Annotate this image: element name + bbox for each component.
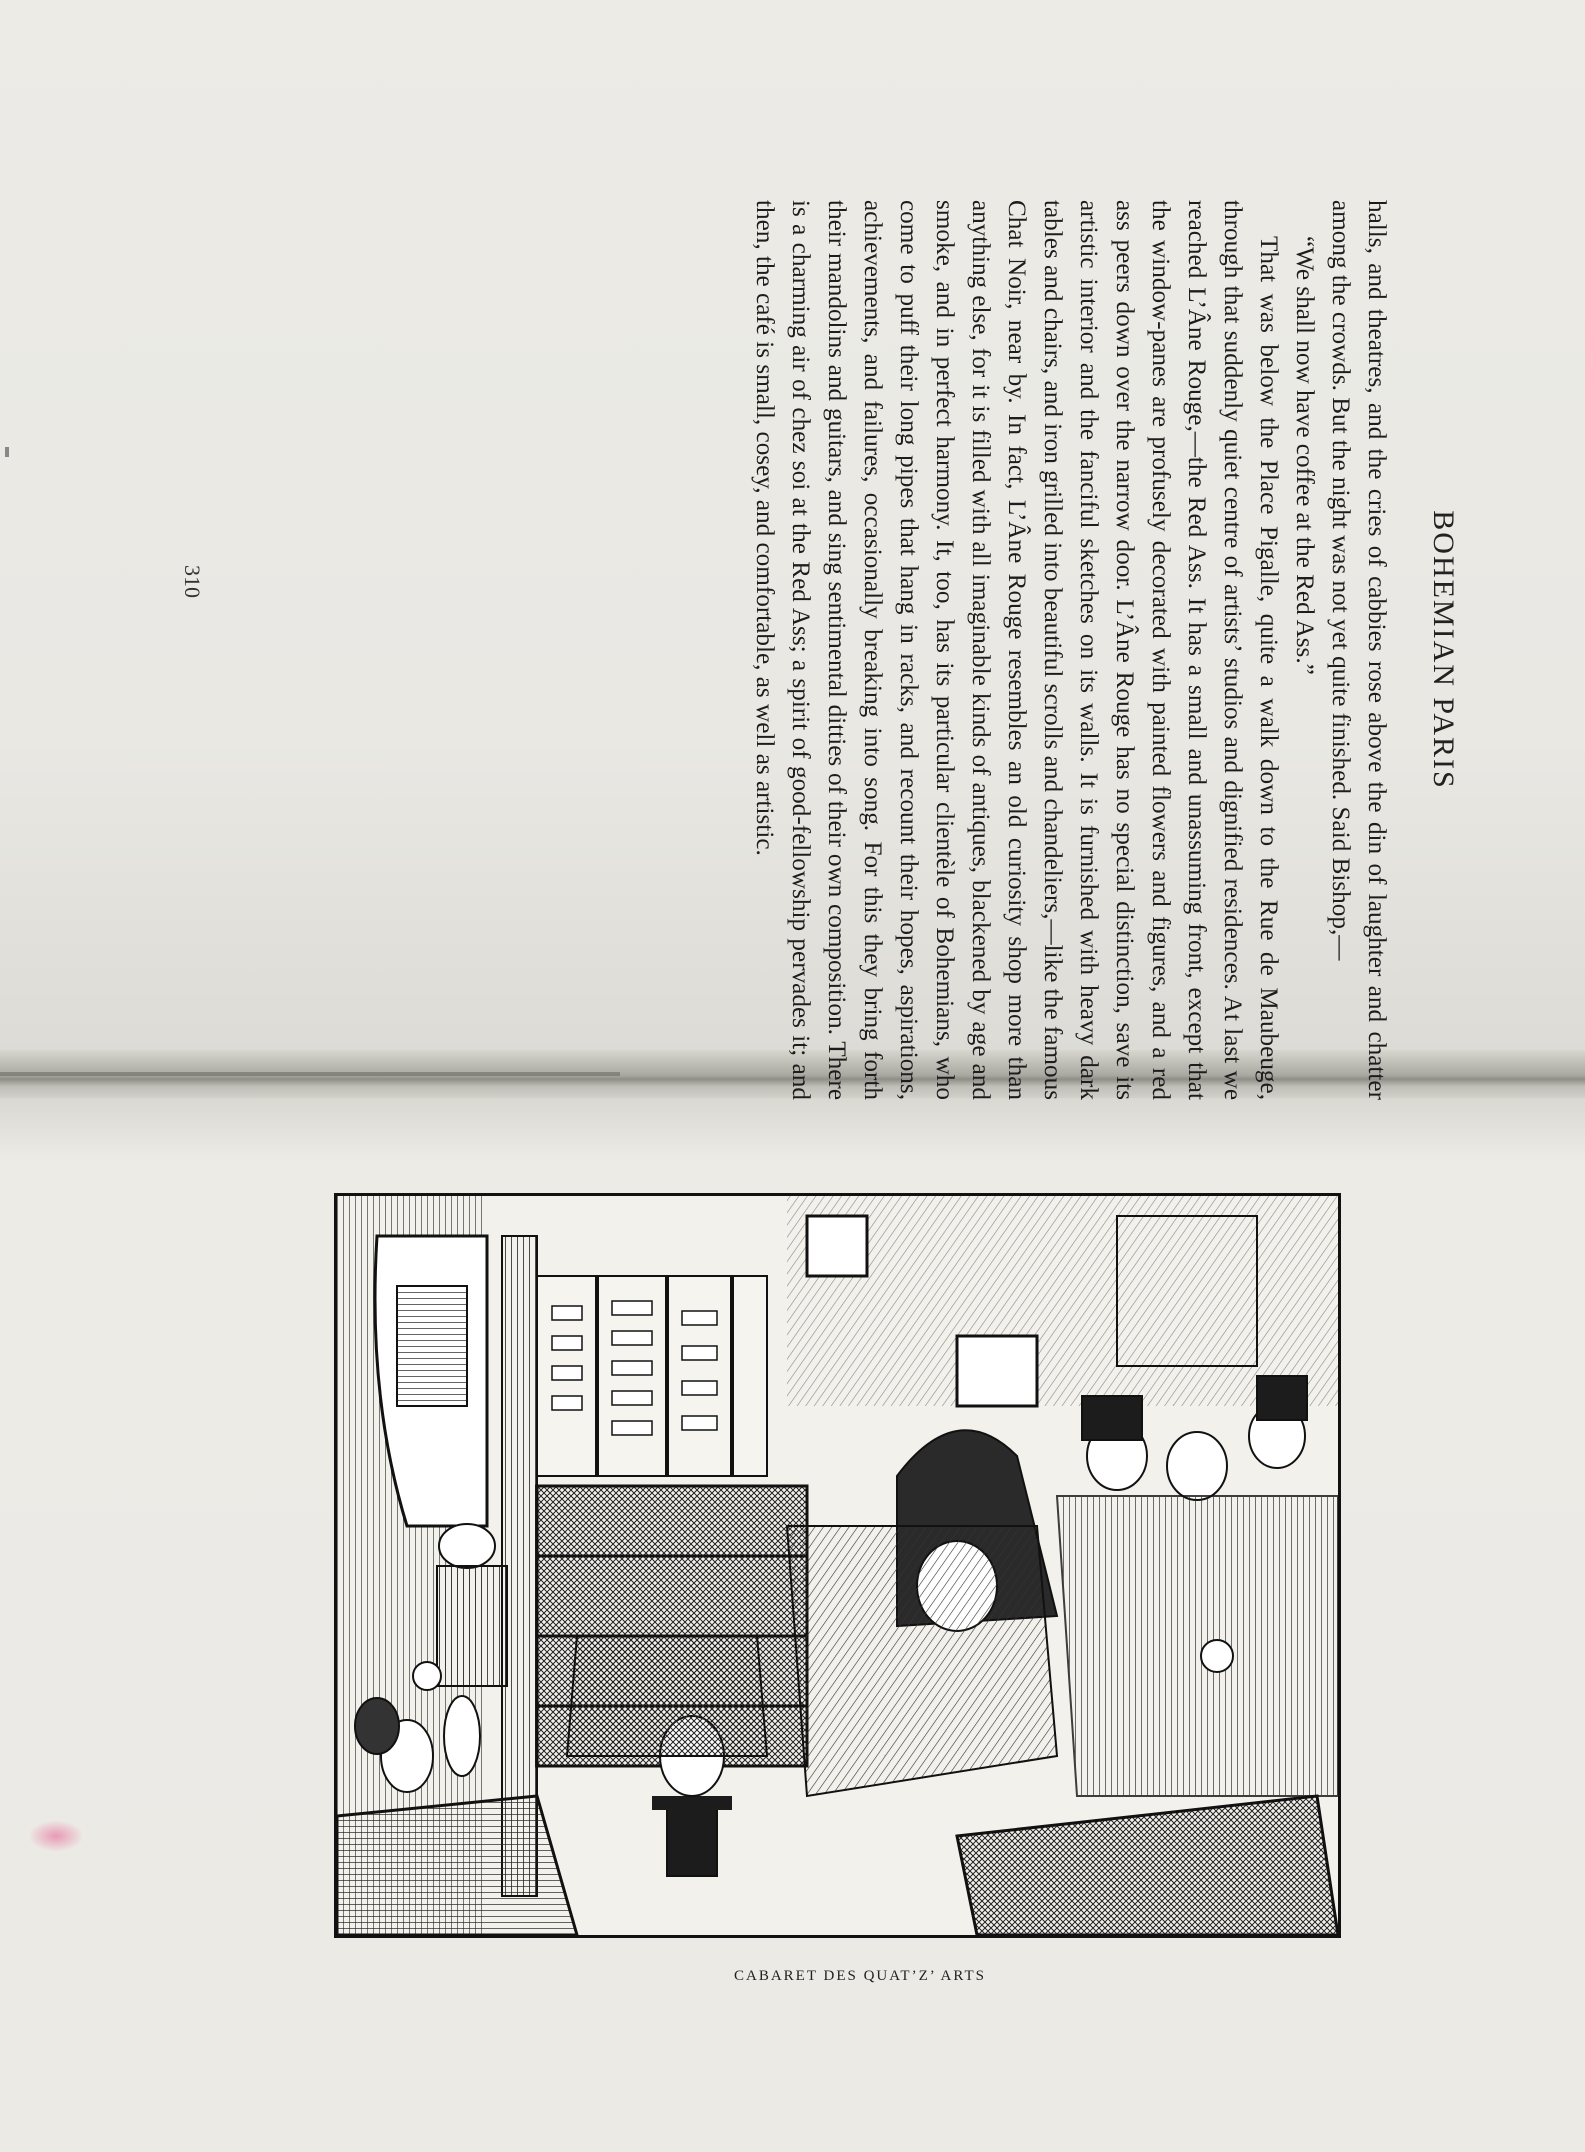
cabaret-illustration bbox=[334, 1193, 1341, 1938]
page-number: 310 bbox=[180, 565, 205, 598]
running-head: BOHEMIAN PARIS bbox=[1427, 510, 1460, 790]
paragraph-1: halls, and theatres, and the cries of cabbies rose above the din of laughter and chatter among the crowds. But the night was not yet quite finished. Said Bishop,— bbox=[1327, 200, 1390, 1100]
illustration-caption: CABARET DES QUAT’Z’ ARTS bbox=[734, 1968, 986, 1984]
paragraph-3: That was below the Place Pigalle, quite a walk down to the Rue de Maubeuge, through that suddenly quiet centre of artists’ studios and dignified residences. At last we reached L’Âne Rouge,—the Red Ass. It has a small and unassuming front, except that the window-panes are profusely decorated with painted flowers and figures, and a red ass peers down over the narrow door. L’Âne Rouge has no special distinction, save its artistic interior and the fanciful sketches on its walls. It is furnished with heavy dark tables and chairs, and iron grilled into beautiful scrolls and chandeliers,—like the famous Chat Noir, near by. In fact, L’Âne Rouge resembles an old curiosity shop more than anything else, for it is filled with all imaginable kinds of antiques, blackened by age and smoke, and in perfect harmony. It, too, has its particular clientèle of Bohemians, who come to puff their long pipes that hang in racks, and recount their hopes, aspirations, achievements, and failures, occasionally breaking into song. For this they bring forth their mandolins and guitars, and sing sentimental ditties of their own composition. There is a charming air of chez soi at the Red Ass; a spirit of good-fellowship pervades it; and then, the café is small, cosey, and comfortable, as well as artistic. bbox=[751, 200, 1282, 1100]
paragraph-2: “We shall now have coffee at the Red Ass.” bbox=[1291, 236, 1318, 675]
body-text bbox=[746, 200, 1394, 1100]
pink-stain bbox=[28, 1820, 84, 1852]
gutter-crease bbox=[0, 1072, 620, 1076]
paper-mark bbox=[5, 447, 9, 457]
top-hat bbox=[667, 1806, 717, 1876]
foreground-table bbox=[337, 1796, 577, 1935]
text-block bbox=[746, 200, 1460, 1100]
illustration-drawing bbox=[337, 1196, 1338, 1935]
